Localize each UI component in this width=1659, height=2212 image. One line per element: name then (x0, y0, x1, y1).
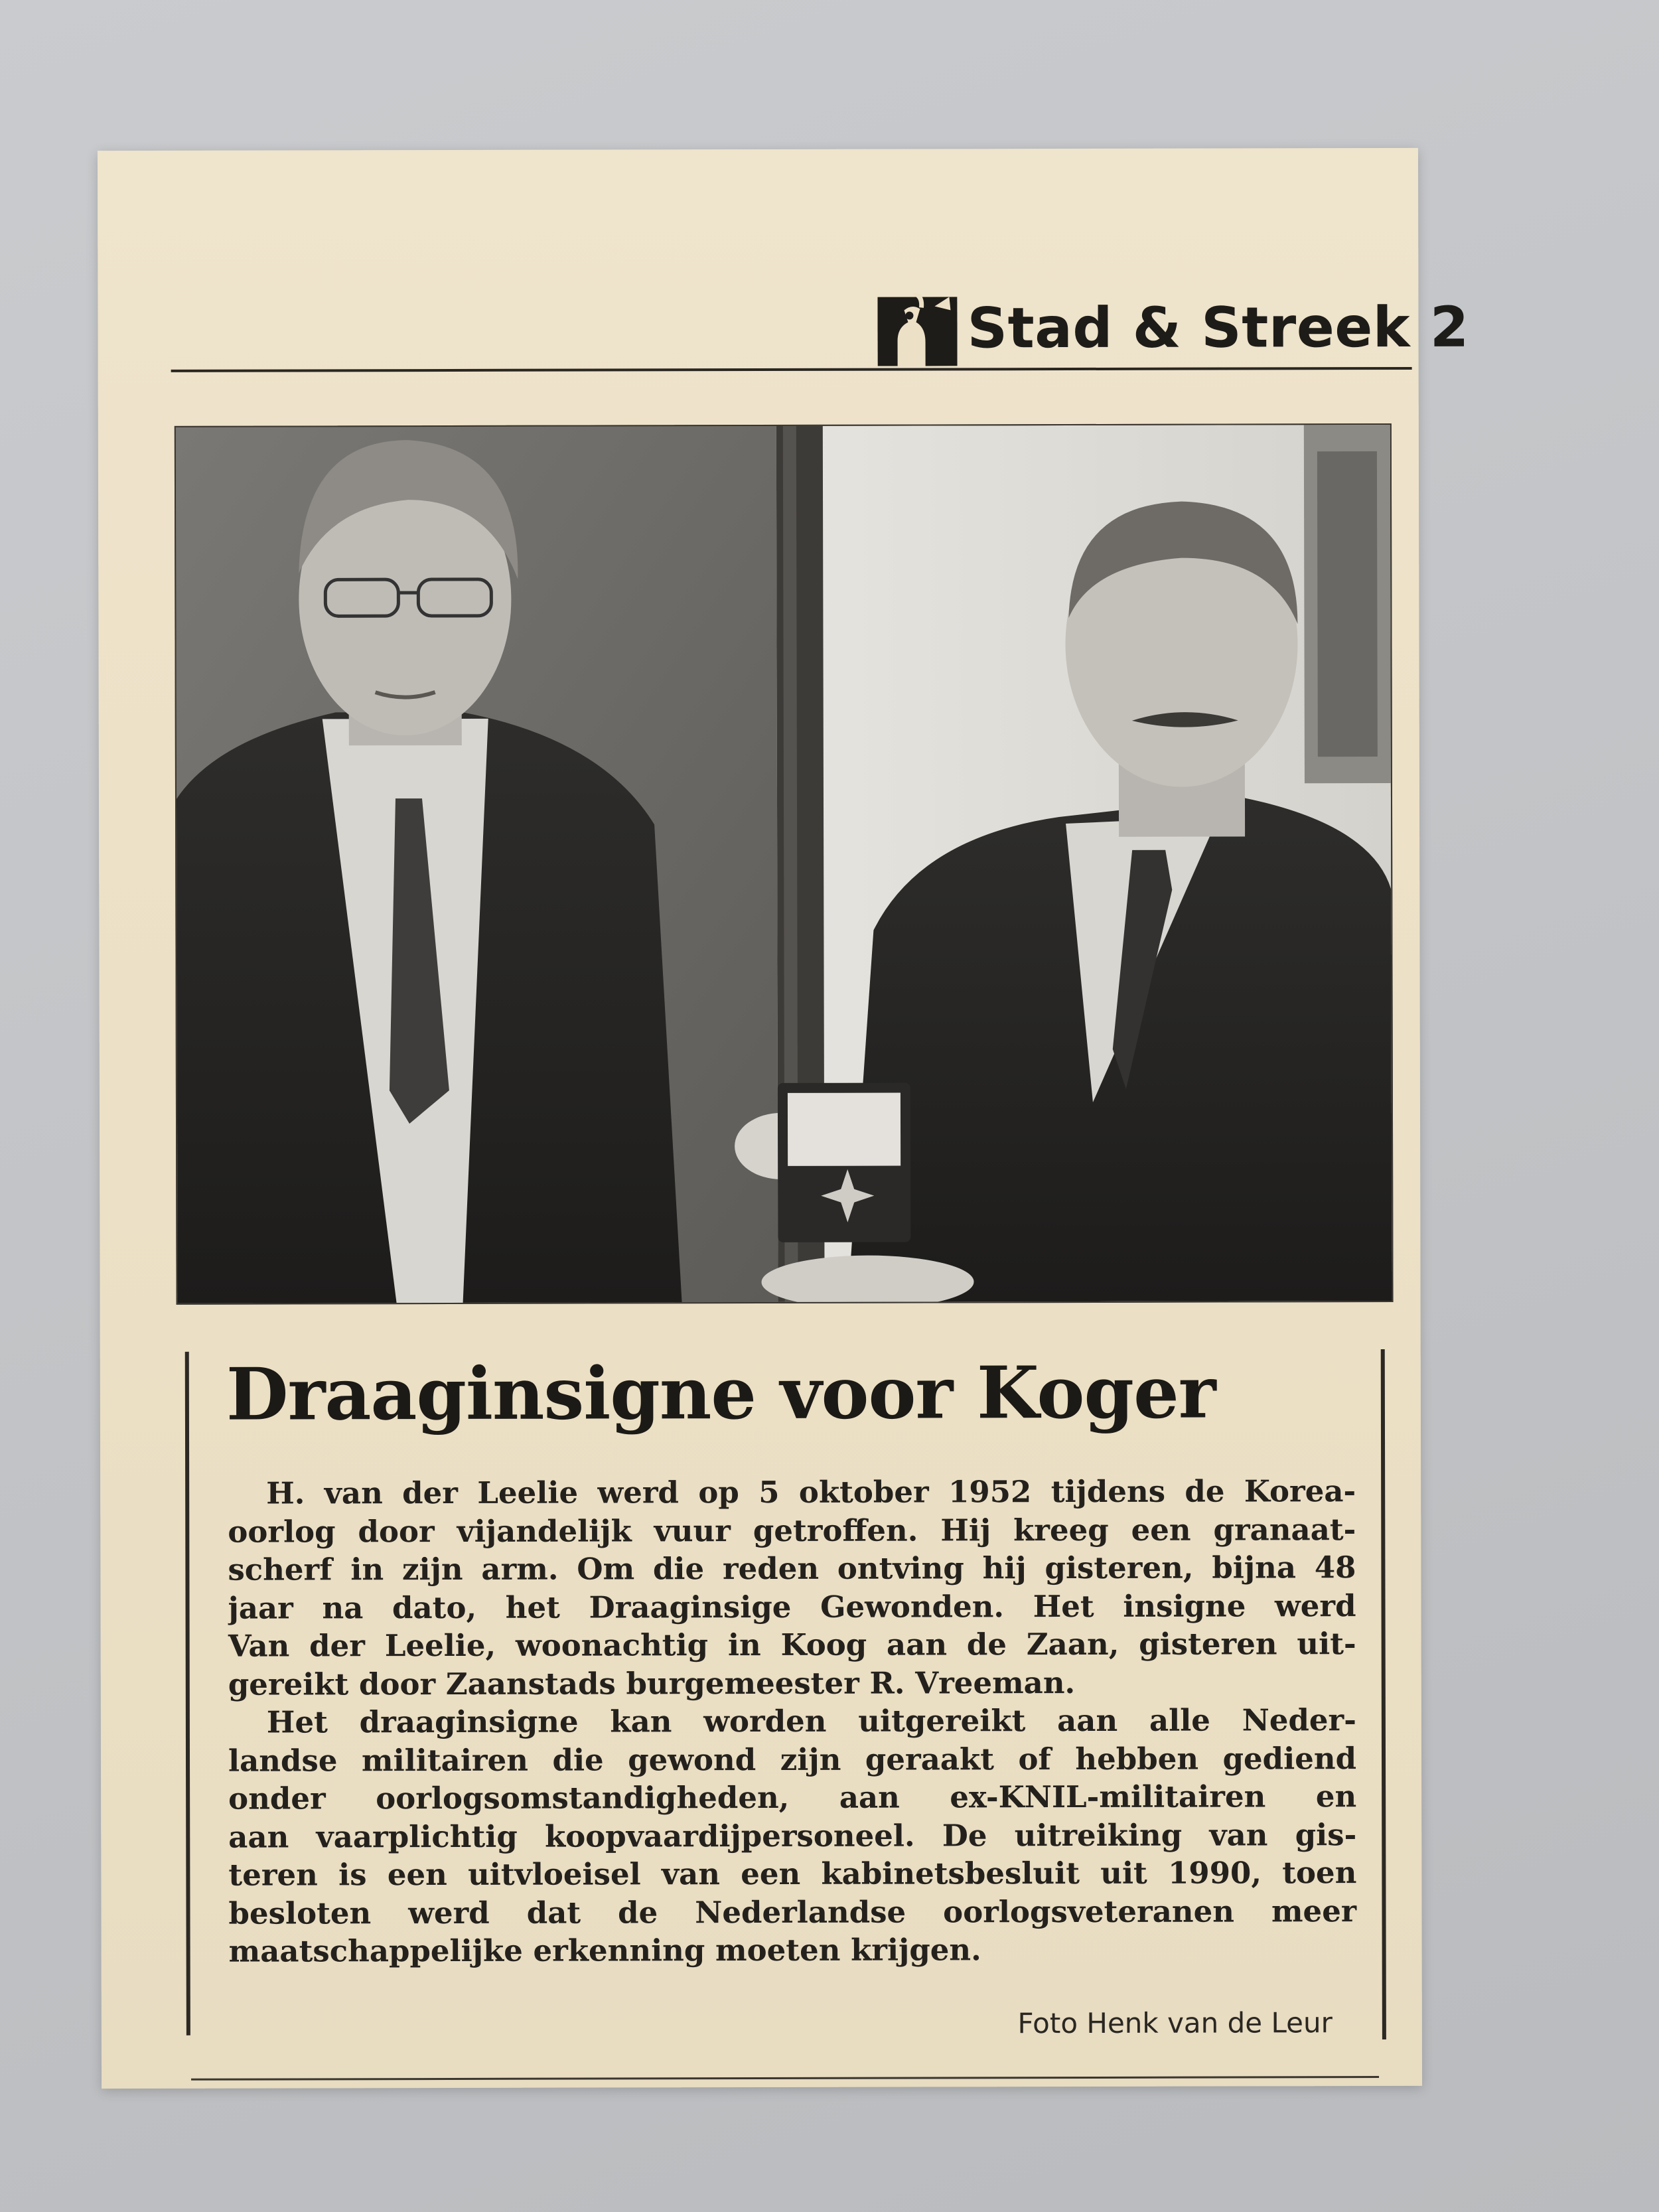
article-headline: Draaginsigne voor Koger (226, 1351, 1216, 1437)
body-line: H. van der Leelie werd op 5 oktober 1952 tijdens de Korea- (266, 1473, 1356, 1511)
body-line: teren is een uitvloeisel van een kabinetsbesluit uit 1990, toen (228, 1855, 1357, 1893)
article-paragraph (228, 1472, 1356, 1704)
body-line: gereikt door Zaanstads burgemeester R. Vreeman. (228, 1664, 1076, 1702)
photo-credit: Foto Henk van de Leur (1017, 2006, 1333, 2040)
body-line: Het draaginsigne kan worden uitgereikt aan alle Neder- (266, 1702, 1356, 1740)
section-header (171, 291, 1469, 380)
bottom-rule (191, 2076, 1379, 2081)
body-line: jaar na dato, het Draaginsige Gewonden. Het insigne werd (228, 1587, 1356, 1626)
body-line: onder oorlogsomstandigheden, aan ex-KNIL-militairen en (228, 1779, 1357, 1816)
body-line: maatschappelijke erkenning moeten krijgen. (228, 1932, 981, 1969)
article-box-right-rule (1381, 1349, 1386, 2039)
body-line: besloten werd dat de Nederlandse oorlogsveteranen meer (228, 1893, 1357, 1931)
article-paragraph (228, 1701, 1357, 1970)
newspaper-clipping (98, 148, 1469, 2089)
body-line: aan vaarplichtig koopvaardijpersoneel. De uitreiking van gis- (228, 1816, 1357, 1855)
section-title: Stad & Streek 2 (967, 294, 1469, 361)
body-line: oorlog door vijandelijk vuur getroffen. Hij kreeg een granaat- (228, 1511, 1356, 1550)
windmill-logo-icon (877, 293, 957, 366)
article-body (228, 1472, 1357, 1970)
body-line: landse militairen die gewond zijn geraakt of hebben gediend (228, 1740, 1357, 1779)
body-line: Van der Leelie, woonachtig in Koog aan de Zaan, gisteren uit- (228, 1626, 1356, 1664)
article-box-left-rule (185, 1352, 190, 2035)
news-photo (175, 423, 1394, 1305)
body-line: scherf in zijn arm. Om die reden ontving hij gisteren, bijna 48 (228, 1550, 1356, 1587)
